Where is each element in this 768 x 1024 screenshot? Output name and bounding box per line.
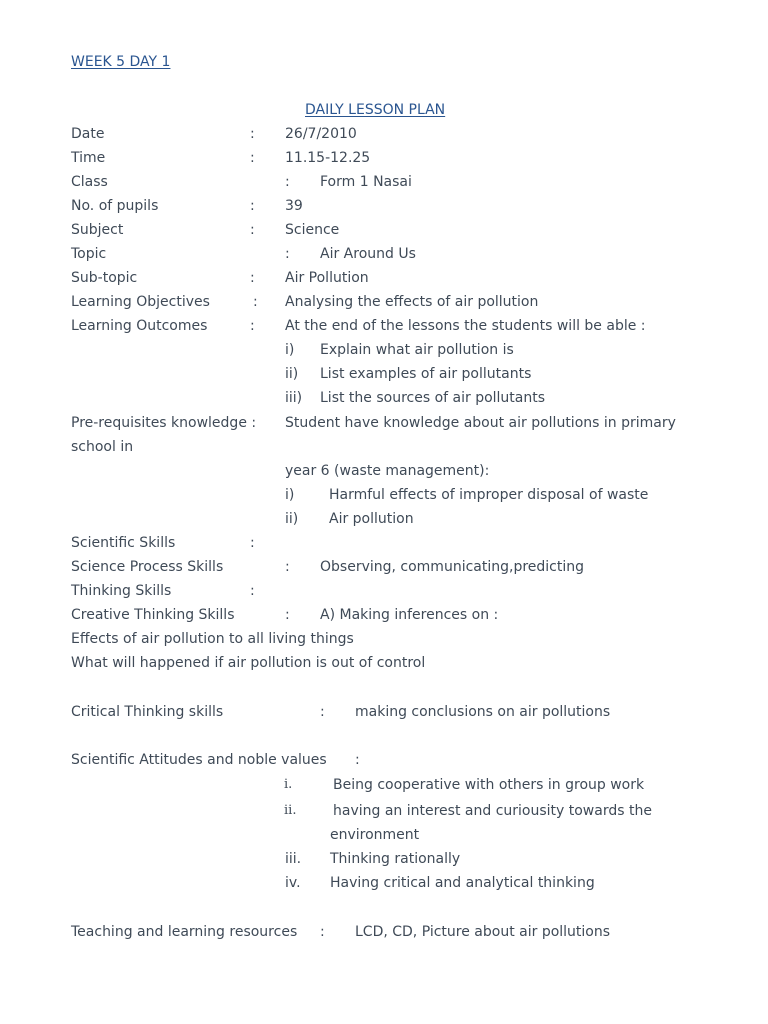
prerequisites-label: Pre-requisites knowledge : [71, 415, 257, 431]
critical-skills-colon: : [320, 704, 325, 720]
thinking-skills-label: Thinking Skills [71, 583, 172, 599]
attitude-text: Thinking rationally [330, 851, 461, 867]
outcome-text: List the sources of air pollutants [320, 390, 546, 406]
resources-label: Teaching and learning resources [71, 924, 298, 940]
pupils-colon: : [250, 198, 255, 214]
time-value: 11.15-12.25 [285, 150, 371, 166]
creative-skills-value: A) Making inferences on : [320, 607, 499, 623]
critical-skills-value: making conclusions on air pollutions [355, 704, 611, 720]
class-value: Form 1 Nasai [320, 174, 412, 190]
scientific-skills-label: Scientific Skills [71, 535, 176, 551]
prerequisites-line: school in [71, 439, 134, 455]
class-label: Class [71, 174, 108, 190]
subtopic-colon: : [250, 270, 255, 286]
prerequisite-number: ii) [285, 511, 299, 527]
subtopic-value: Air Pollution [285, 270, 369, 286]
resources-colon: : [320, 924, 325, 940]
attitude-number: i. [284, 777, 293, 792]
prerequisite-number: i) [285, 487, 295, 503]
date-colon: : [250, 126, 255, 142]
resources-value: LCD, CD, Picture about air pollutions [355, 924, 611, 940]
scientific-skills-colon: : [250, 535, 255, 551]
attitude-text: having an interest and curiousity towards the [333, 803, 652, 819]
thinking-skills-colon: : [250, 583, 255, 599]
objectives-colon: : [253, 294, 258, 310]
creative-skills-colon: : [285, 607, 290, 623]
attitude-text: Being cooperative with others in group work [333, 777, 645, 793]
class-colon: : [285, 174, 290, 190]
outcome-text: Explain what air pollution is [320, 342, 514, 358]
pupils-label: No. of pupils [71, 198, 159, 214]
objectives-value: Analysing the effects of air pollution [285, 294, 539, 310]
creative-skills-line: What will happened if air pollution is out of control [71, 655, 426, 671]
outcome-text: List examples of air pollutants [320, 366, 532, 382]
attitude-text: Having critical and analytical thinking [330, 875, 595, 891]
outcome-number: ii) [285, 366, 299, 382]
pupils-value: 39 [285, 198, 303, 214]
outcomes-colon: : [250, 318, 255, 334]
prerequisite-text: Harmful effects of improper disposal of waste [329, 487, 649, 503]
prerequisites-line: year 6 (waste management): [285, 463, 490, 479]
lesson-plan-title: DAILY LESSON PLAN [305, 102, 446, 118]
date-label: Date [71, 126, 105, 142]
attitudes-label: Scientific Attitudes and noble values [71, 752, 327, 768]
prerequisites-line: Student have knowledge about air pollutions in primary [285, 415, 676, 431]
outcome-number: i) [285, 342, 295, 358]
time-colon: : [250, 150, 255, 166]
subject-value: Science [285, 222, 340, 238]
outcome-number: iii) [285, 390, 303, 406]
attitudes-colon: : [355, 752, 360, 768]
topic-value: Air Around Us [320, 246, 416, 262]
creative-skills-label: Creative Thinking Skills [71, 607, 235, 623]
creative-skills-line: Effects of air pollution to all living things [71, 631, 354, 647]
process-skills-label: Science Process Skills [71, 559, 224, 575]
objectives-label: Learning Objectives [71, 294, 210, 310]
week-title: WEEK 5 DAY 1 [71, 54, 171, 70]
attitude-number: iv. [285, 875, 301, 891]
topic-label: Topic [71, 246, 107, 262]
subject-label: Subject [71, 222, 124, 238]
outcomes-label: Learning Outcomes [71, 318, 208, 334]
topic-colon: : [285, 246, 290, 262]
outcomes-intro: At the end of the lessons the students will be able : [285, 318, 646, 334]
process-skills-colon: : [285, 559, 290, 575]
prerequisite-text: Air pollution [329, 511, 414, 527]
critical-skills-label: Critical Thinking skills [71, 704, 224, 720]
attitude-continuation: environment [330, 827, 420, 843]
subtopic-label: Sub-topic [71, 270, 138, 286]
date-value: 26/7/2010 [285, 126, 357, 142]
attitude-number: iii. [285, 851, 302, 867]
time-label: Time [71, 150, 106, 166]
subject-colon: : [250, 222, 255, 238]
attitude-number: ii. [284, 803, 297, 818]
process-skills-value: Observing, communicating,predicting [320, 559, 585, 575]
